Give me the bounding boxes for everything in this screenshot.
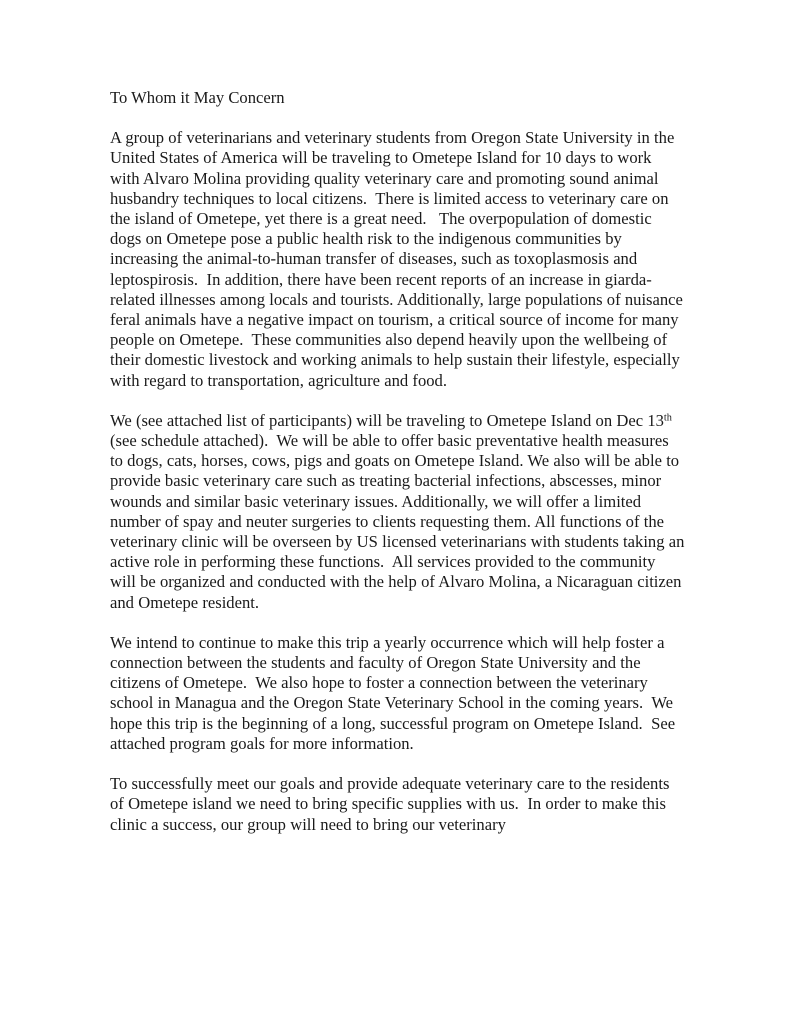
letter-paragraph-4: To successfully meet our goals and provide adequate veterinary care to the residents of Ometepe island we need to bring specific supplies with us. In order to make this clinic a success, our group will need to bring our veterinary	[110, 774, 674, 834]
letter-salutation: To Whom it May Concern	[110, 88, 285, 107]
letter-paragraph-1: A group of veterinarians and veterinary students from Oregon State University in the United States of America will be traveling to Ometepe Island for 10 days to work with Alvaro Molina providing quality veterinary care and promoting sound animal husbandry techniques to local citizens. There is limited access to veterinary care on the island of Ometepe, yet there is a great need. The overpopulation of domestic dogs on Ometepe pose a public health risk to the indigenous communities by increasing the animal-to-human transfer of diseases, such as toxoplasmosis and leptospirosis. In addition, there have been recent reports of an increase in giarda-related illnesses among locals and tourists. Additionally, large populations of nuisance feral animals have a negative impact on tourism, a critical source of income for many people on Ometepe. These communities also depend heavily upon the wellbeing of their domestic livestock and working animals to help sustain their lifestyle, especially with regard to transportation, agriculture and food.	[110, 128, 688, 390]
letter-paragraph-2	[110, 410, 689, 613]
ordinal-superscript: th	[663, 412, 672, 424]
letter-paragraph-3: We intend to continue to make this trip a yearly occurrence which will help foster a connection between the students and faculty of Oregon State University and the citizens of Ometepe. We also hope to foster a connection between the veterinary school in Managua and the Oregon State Veterinary School in the coming years. We hope this trip is the beginning of a long, successful program on Ometepe Island. See attached program goals for more information.	[110, 632, 680, 753]
letter-body	[110, 88, 689, 835]
paragraph-2-text-before-superscript: We (see attached list of participants) will be traveling to Ometepe Island on Dec 13	[110, 410, 664, 430]
paragraph-2-text-after-superscript: (see schedule attached). We will be able to offer basic preventative health measures to dogs, cats, horses, cows, pigs and goats on Ometepe Island. We also will be able to provide basic veterinary care such as treating bacterial infections, abscesses, minor wounds and similar basic veterinary issues. Additionally, we will offer a limited number of spay and neuter surgeries to clients requesting them. All functions of the veterinary clinic will be overseen by US licensed veterinarians with students taking an active role in performing these functions. All services provided to the community will be organized and conducted with the help of Alvaro Molina, a Nicaraguan citizen and Ometepe resident.	[110, 410, 689, 612]
